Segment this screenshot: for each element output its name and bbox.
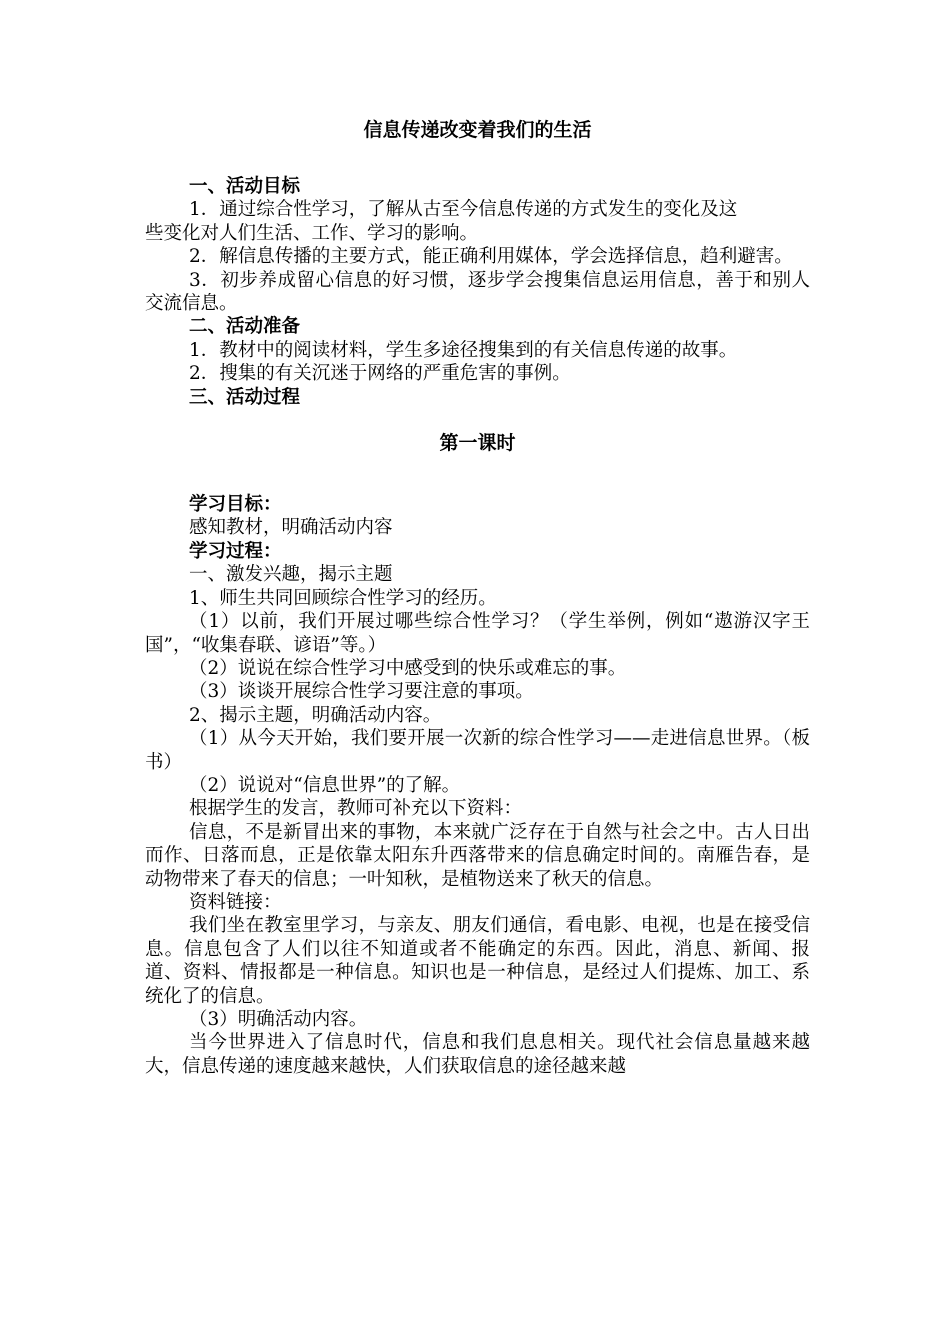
step-1: 一、激发兴趣，揭示主题: [189, 564, 393, 586]
lesson-title: 第一课时: [439, 432, 516, 455]
learning-goal-heading: 学习目标：: [189, 494, 282, 516]
question-4: （1）从今天开始，我们要开展一次新的综合性学习——走进信息世界。（板书）: [145, 728, 810, 773]
goal-item-3: 3．初步养成留心信息的好习惯，逐步学会搜集信息运用信息，善于和别人交流信息。: [145, 269, 810, 315]
section-heading-process: 三、活动过程: [189, 386, 301, 408]
final-paragraph: 当今世界进入了信息时代，信息和我们息息相关。现代社会信息量越来越大，信息传递的速度越来越快，人们获取信息的途径越来越: [145, 1032, 810, 1077]
question-2: （2）说说在综合性学习中感受到的快乐或难忘的事。: [189, 657, 627, 679]
section-heading-preparation: 二、活动准备: [189, 316, 301, 338]
question-1: （1）以前，我们开展过哪些综合性学习？（学生举例，例如“遨游汉字王国”，“收集春联、谚语”等。）: [145, 611, 810, 656]
link-heading: 资料链接：: [189, 891, 282, 913]
question-6: （3）明确活动内容。: [189, 1009, 368, 1030]
supplement-intro: 根据学生的发言，教师可补充以下资料：: [189, 798, 523, 820]
question-3: （3）谈谈开展综合性学习要注意的事项。: [189, 681, 534, 703]
item-2: 2、揭示主题，明确活动内容。: [189, 704, 442, 726]
prep-item-1: 1．教材中的阅读材料，学生多途径搜集到的有关信息传递的故事。: [189, 339, 738, 361]
section-heading-goals: 一、活动目标: [189, 176, 301, 197]
goal-item-2: 2．解信息传播的主要方式，能正确利用媒体，学会选择信息，趋利避害。: [189, 246, 793, 268]
info-paragraph: 信息，不是新冒出来的事物，本来就广泛存在于自然与社会之中。古人日出而作、日落而息，正是依靠太阳东升西落带来的信息确定时间的。南雁告春，是动物带来了春天的信息；一叶知秋，是植物送来了秋天的信息。: [145, 821, 810, 890]
question-5: （2）说说对“信息世界”的了解。: [189, 774, 461, 796]
item-1: 1、师生共同回顾综合性学习的经历。: [189, 587, 497, 609]
goal-item-1-line2: 些变化对人们生活、工作、学习的影响。: [145, 222, 479, 244]
learning-process-heading: 学习过程：: [189, 540, 282, 562]
document-title: 信息传递改变着我们的生活: [363, 119, 592, 141]
goal-item-1-line1: 1．通过综合性学习，了解从古至今信息传递的方式发生的变化及这: [189, 199, 738, 221]
link-paragraph: 我们坐在教室里学习，与亲友、朋友们通信，看电影、电视，也是在接受信息。信息包含了人们以往不知道或者不能确定的东西。因此，消息、新闻、报道、资料、情报都是一种信息。知识也是一种信息，是经过人们提炼、加工、系统化了的信息。: [145, 915, 810, 1007]
document-page: [145, 118, 810, 1078]
prep-item-2: 2．搜集的有关沉迷于网络的严重危害的事例。: [189, 363, 571, 385]
learning-goal-text: 感知教材，明确活动内容: [189, 517, 393, 539]
